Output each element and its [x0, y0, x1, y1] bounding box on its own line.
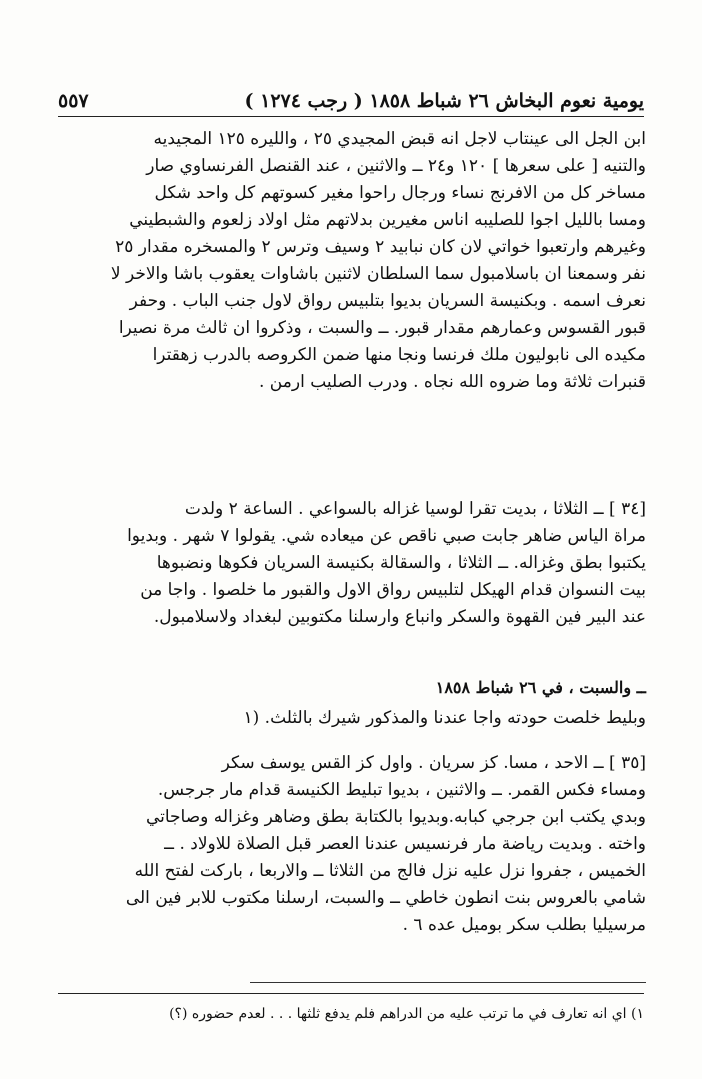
text-line: واخته . وبديت رياضة مار فرنسيس عندنا العصر قبل الصلاة للاولاد . ــ — [164, 834, 646, 854]
header-rule — [58, 116, 644, 117]
text-line: مراة الياس ضاهر جابت صبي ناقص عن ميعاده شي. يقولوا ٧ شهر . وبديوا — [127, 526, 646, 546]
text-line: نعرف اسمه . وبكنيسة السريان بديوا بتلبيس رواق لاول جنب الباب . وحفر — [129, 291, 646, 311]
text-line: مرسيليا بطلب سكر بوميل عده ٦ . — [402, 915, 646, 935]
page-number: ٥٥٧ — [58, 90, 89, 112]
text-line: [٣٤ ] ــ الثلاثا ، بديت تقرا لوسيا غزاله بالسواعي . الساعة ٢ ولدت — [184, 499, 646, 519]
text-line: الخميس ، جفروا نزل عليه نزل فالج من الثلاثا ــ والاربعا ، باركت لفتح الله — [134, 861, 646, 881]
header-title: يومية نعوم البخاش ٢٦ شباط ١٨٥٨ ( رجب ١٢٧٤ ) — [244, 90, 644, 112]
text-line: ابن الجل الى عينتاب لاجل انه قبض المجيدي ٢٥ ، والليره ١٢٥ المجيديه — [153, 129, 646, 149]
footnote-rule — [58, 993, 644, 994]
footnote: ١) اي انه تعارف في ما ترتب عليه من الدراهم فلم يدفع ثلثها . . . لعدم حضوره (؟) — [169, 1006, 644, 1022]
text-line: مساخر كل من الافرنج نساء ورجال راحوا مغير كسوتهم كل واحد شكل — [154, 183, 646, 203]
underline-mark — [250, 982, 646, 983]
text-line: نفر وسمعنا ان باسلامبول سما السلطان لاثنين باشاوات يعقوب باشا والاخر لا — [110, 264, 646, 284]
paragraph-2 — [56, 496, 646, 631]
text-line: عند البير فين القهوة والسكر وانباع وارسلنا مكتوبين لبغداد ولاسلامبول. — [153, 607, 646, 627]
paragraph-1 — [56, 126, 646, 396]
text-line: وبدي يكتب ابن جرجي كبابه.وبديوا بالكتابة بطق وضاهر وغزاله وصاجاتي — [145, 807, 646, 827]
text-line: قبور القسوس وعمارهم مقدار قبور. ــ والسبت ، وذكروا ان ثالث مرة نصيرا — [118, 318, 646, 338]
paragraph-3 — [56, 705, 646, 732]
text-line: ومسا بالليل اجوا للصليبه اناس مغيرين بدلاتهم مثل اولاد زلعوم والشبطيني — [129, 210, 646, 230]
paragraph-4 — [56, 750, 646, 939]
running-header — [58, 82, 644, 112]
text-line: شامي بالعروس بنت انطون خاطي ــ والسبت، ارسلنا مكتوب للابر فين الى — [125, 888, 646, 908]
text-line: وغيرهم وارتعبوا خواتي لان كان نبابيد ٢ وسيف وترس ٢ والمسخره مقدار ٢٥ — [115, 237, 646, 257]
text-line: بيت النسوان قدام الهيكل لتلبيس رواق الاول والقبور ما خلصوا . واجا من — [140, 580, 646, 600]
text-line: يكتبوا بطق وغزاله. ــ الثلاثا ، والسقالة بكنيسة السريان فكوها ونضبوها — [156, 553, 646, 573]
text-line: وبليط خلصت حودته واجا عندنا والمذكور شيرك بالثلث. (١ — [243, 708, 646, 728]
text-line: والتنيه [ على سعرها ] ١٢٠ و٢٤ ــ والاثنين ، عند القنصل الفرنساوي صار — [146, 156, 646, 176]
text-line: قنبرات ثلاثة وما ضروه الله نجاه . ودرب الصليب ارمن . — [259, 372, 646, 392]
date-line: ــ والسبت ، في ٢٦ شباط ١٨٥٨ — [435, 678, 646, 697]
text-line: ومساء فكس القمر. ــ والاثنين ، بديوا تبليط الكنيسة قدام مار جرجس. — [157, 780, 646, 800]
text-line: [٣٥ ] ــ الاحد ، مسا. كز سريان . واول كز القس يوسف سكر — [221, 753, 646, 773]
text-line: مكيده الى نابوليون ملك فرنسا ونجا منها ضمن الكروصه بالدرب زهقترا — [152, 345, 646, 365]
